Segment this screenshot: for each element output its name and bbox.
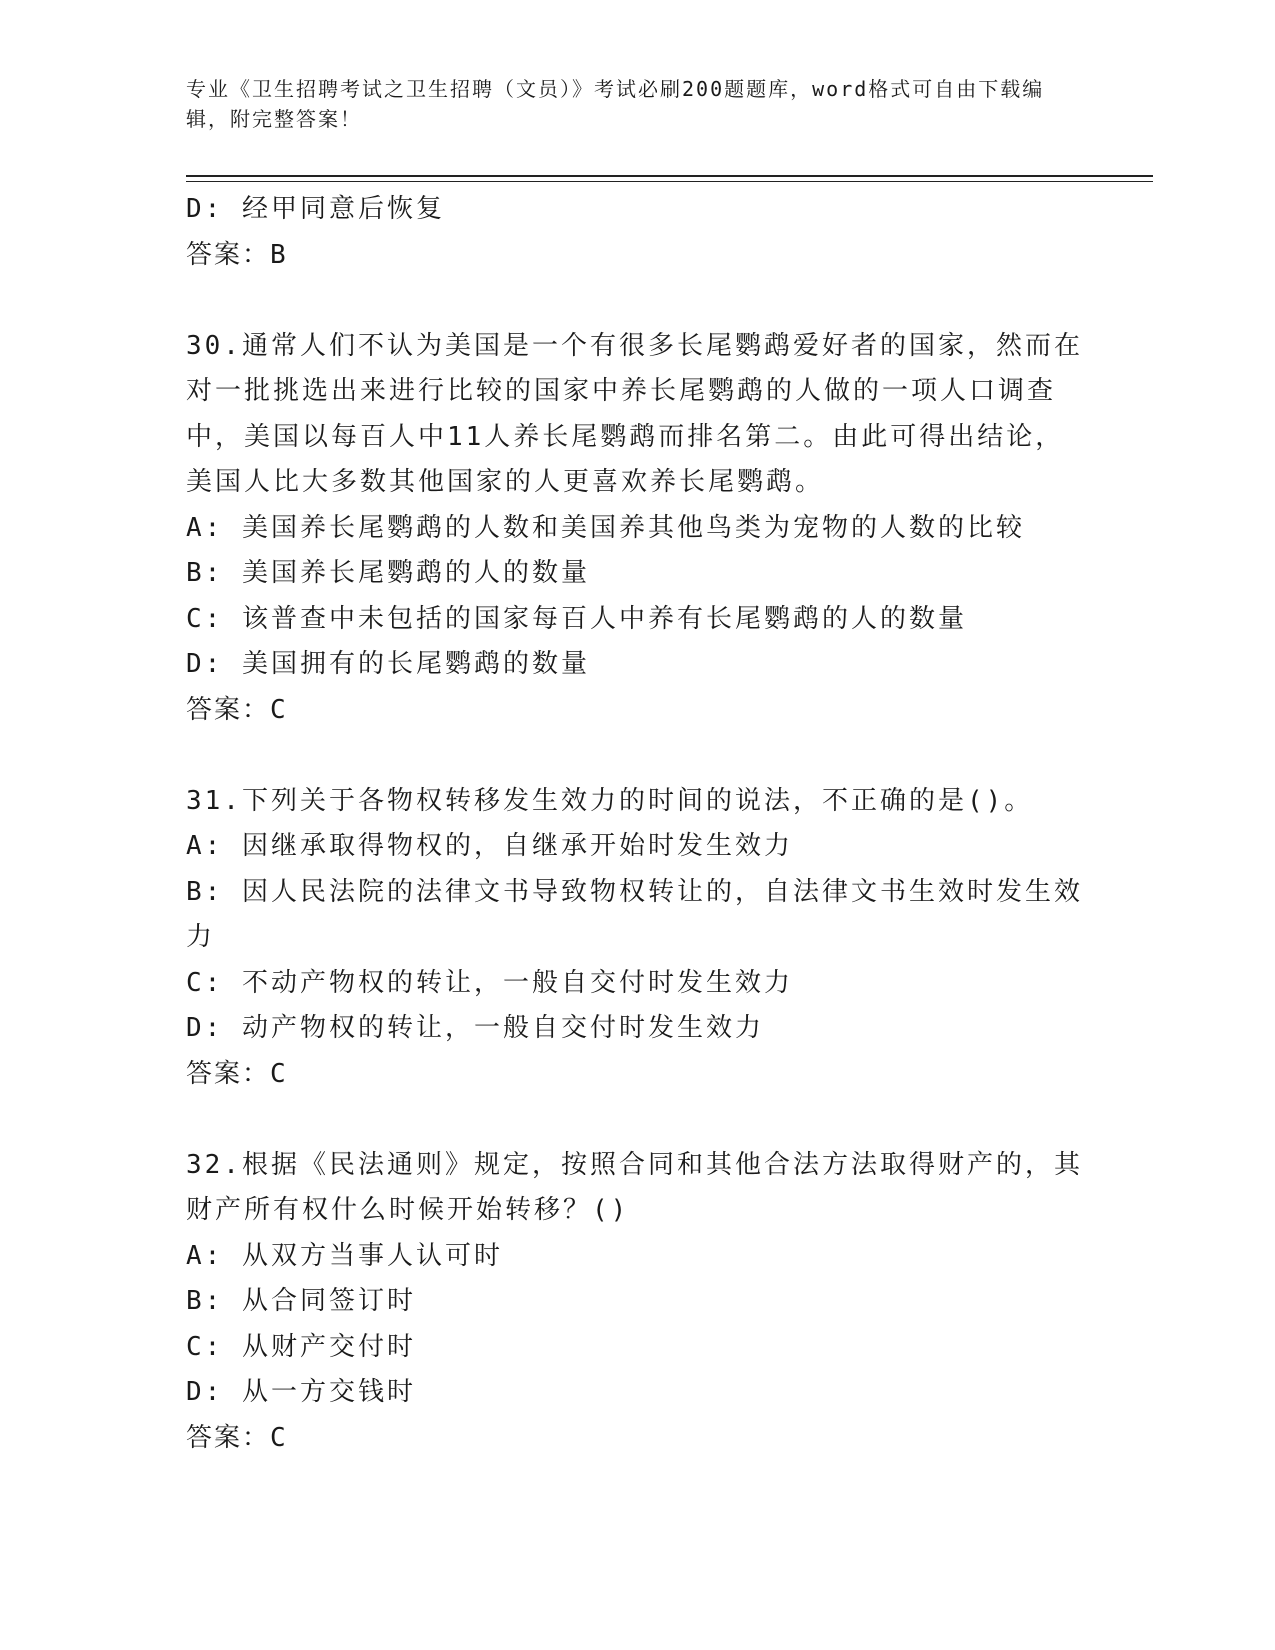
option-a: A: 美国养长尾鹦鹉的人数和美国养其他鸟类为宠物的人数的比较 xyxy=(186,512,1025,543)
option-b: B: 美国养长尾鹦鹉的人的数量 xyxy=(186,558,590,588)
header-rule-thick xyxy=(186,175,1153,177)
option-c: C: 从财产交付时 xyxy=(186,1331,416,1362)
spacer xyxy=(186,1097,1086,1143)
spacer xyxy=(186,733,1086,779)
option-a: A: 因继承取得物权的，自继承开始时发生效力 xyxy=(186,831,793,861)
spacer xyxy=(186,278,1086,324)
page-header: 专业《卫生招聘考试之卫生招聘（文员）》考试必刷200题题库，word格式可自由下载编辑，附完整答案！ xyxy=(186,77,1045,131)
option-c: C: 该普查中未包括的国家每百人中养有长尾鹦鹉的人的数量 xyxy=(186,603,967,634)
question-block-31 xyxy=(186,779,1086,1098)
answer: 答案：C xyxy=(186,1422,288,1453)
option-d: D: 从一方交钱时 xyxy=(186,1377,416,1407)
option-b: B: 因人民法院的法律文书导致物权转让的，自法律文书生效时发生效力 xyxy=(186,876,1083,952)
question-content xyxy=(186,187,1086,1461)
answer: 答案：C xyxy=(186,1058,288,1089)
question-block-30 xyxy=(186,324,1086,734)
answer: 答案：B xyxy=(186,239,288,270)
header-rule-thin xyxy=(186,181,1153,182)
option-d: D: 美国拥有的长尾鹦鹉的数量 xyxy=(186,649,590,679)
option-d: D: 经甲同意后恢复 xyxy=(186,194,445,224)
question-stem: 32.根据《民法通则》规定，按照合同和其他合法方法取得财产的，其财产所有权什么时候开始转移？() xyxy=(186,1149,1083,1225)
answer: 答案：C xyxy=(186,694,288,725)
option-c: C: 不动产物权的转让，一般自交付时发生效力 xyxy=(186,967,793,998)
option-d: D: 动产物权的转让，一般自交付时发生效力 xyxy=(186,1013,764,1043)
question-stem: 30.通常人们不认为美国是一个有很多长尾鹦鹉爱好者的国家，然而在对一批挑选出来进行比较的国家中养长尾鹦鹉的人做的一项人口调查中，美国以每百人中11人养长尾鹦鹉而排名第二。由此可得出结论，美国人比大多数其他国家的人更喜欢养长尾鹦鹉。 xyxy=(186,330,1083,497)
option-a: A: 从双方当事人认可时 xyxy=(186,1240,503,1271)
option-b: B: 从合同签订时 xyxy=(186,1286,416,1316)
question-block-32 xyxy=(186,1143,1086,1462)
question-stem: 31.下列关于各物权转移发生效力的时间的说法，不正确的是()。 xyxy=(186,785,1034,816)
